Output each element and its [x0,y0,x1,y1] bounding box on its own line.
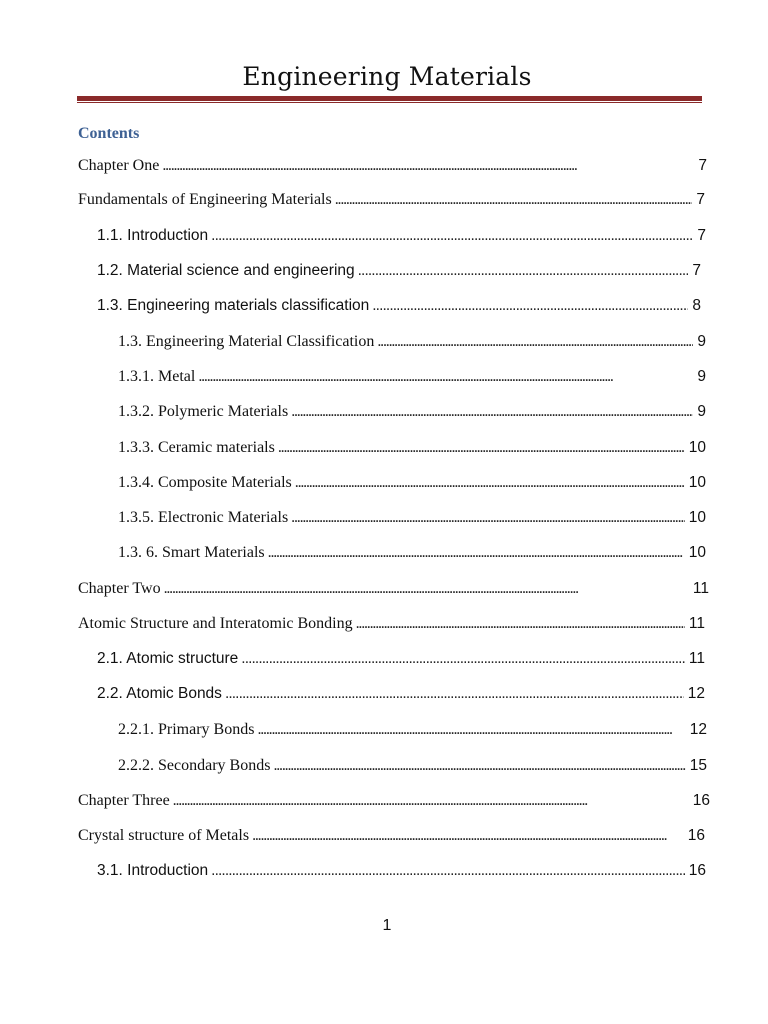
toc-leader-dots [377,330,693,354]
toc-entry-1-3[interactable] [97,294,701,318]
toc-entry-atomic-structure-bonding[interactable] [78,612,705,636]
toc-entry-chapter-three[interactable] [78,789,710,813]
toc-leader-dots [211,224,693,248]
toc-leader-dots [278,436,685,460]
document-title: Engineering Materials [242,62,532,91]
toc-entry-label: Crystal structure of Metals [78,827,250,844]
toc-leader-dots [372,294,688,318]
toc-entry-1-3-1[interactable] [118,365,706,389]
toc-leader-dots [225,682,684,706]
toc-entry-label: 2.2. Atomic Bonds [97,685,222,702]
toc-entry-page: 11 [692,580,709,597]
toc-entry-page: 9 [697,368,706,385]
toc-entry-label: 1.3. 6. Smart Materials [118,544,265,561]
page-number: 1 [382,917,392,934]
toc-entry-label: 1.3.4. Composite Materials [118,474,292,491]
toc-entry-page: 16 [688,862,706,879]
toc-entry-page: 7 [696,191,705,208]
toc-entry-page: 10 [688,509,706,526]
toc-leader-dots [291,506,685,530]
toc-entry-1-3-2[interactable] [118,400,706,424]
toc-leader-dots [257,718,685,742]
toc-entry-page: 7 [692,262,701,279]
toc-leader-dots [295,471,685,495]
toc-entry-page: 11 [688,615,705,632]
toc-entry-page: 10 [688,544,706,561]
toc-entry-page: 7 [697,227,706,244]
toc-leader-dots [273,754,685,778]
toc-entry-page: 8 [692,297,701,314]
toc-entry-page: 10 [688,439,706,456]
toc-entry-label: 1.3.1. Metal [118,368,196,385]
toc-entry-label: Chapter Two [78,580,161,597]
toc-entry-page: 12 [689,721,707,738]
toc-entry-chapter-two[interactable] [78,577,709,601]
toc-entry-3-1[interactable] [97,859,706,883]
toc-entry-page: 12 [687,685,705,702]
toc-entry-label: Fundamentals of Engineering Materials [78,191,332,208]
toc-entry-page: 10 [688,474,706,491]
toc-leader-dots [198,365,693,389]
toc-entry-1-3-4[interactable] [118,471,706,495]
toc-entry-label: 1.3. Engineering materials classification [97,297,370,314]
toc-entry-1-3-3[interactable] [118,436,706,460]
toc-entry-page: 16 [692,792,710,809]
toc-leader-dots [164,577,689,601]
toc-entry-label: 2.2.2. Secondary Bonds [118,757,271,774]
toc-entry-label: Chapter Three [78,792,170,809]
toc-entry-page: 7 [698,157,707,174]
toc-leader-dots [358,259,689,283]
toc-entry-fundamentals[interactable] [78,188,705,212]
toc-entry-label: Chapter One [78,157,160,174]
toc-entry-label: 1.3.2. Polymeric Materials [118,403,289,420]
toc-entry-1-1[interactable] [97,224,706,248]
toc-entry-2-2[interactable] [97,682,705,706]
toc-leader-dots [252,824,684,848]
toc-entry-2-1[interactable] [97,647,705,671]
toc-leader-dots [173,789,689,813]
toc-entry-label: 2.2.1. Primary Bonds [118,721,255,738]
toc-entry-2-2-2[interactable] [118,754,707,778]
toc-entry-1-2[interactable] [97,259,701,283]
toc-entry-page: 9 [697,403,706,420]
toc-leader-dots [356,612,685,636]
toc-entry-crystal-structure[interactable] [78,824,705,848]
toc-leader-dots [268,541,685,565]
toc-entry-page: 15 [689,757,707,774]
toc-entry-1-3-6[interactable] [118,541,706,565]
toc-entry-label: 1.2. Material science and engineering [97,262,355,279]
toc-leader-dots [162,154,694,178]
toc-entry-label: 1.3.3. Ceramic materials [118,439,275,456]
toc-leader-dots [241,647,685,671]
toc-entry-page: 16 [687,827,705,844]
toc-entry-1-3-classification[interactable] [118,330,706,354]
toc-entry-label: 1.3.5. Electronic Materials [118,509,289,526]
toc-entry-label: 1.3. Engineering Material Classification [118,333,375,350]
contents-heading: Contents [78,125,140,142]
toc-leader-dots [291,400,693,424]
toc-entry-chapter-one[interactable] [78,154,707,178]
toc-entry-2-2-1[interactable] [118,718,707,742]
toc-leader-dots [211,859,685,883]
toc-entry-page: 9 [697,333,706,350]
toc-entry-label: 1.1. Introduction [97,227,209,244]
toc-entry-label: 2.1. Atomic structure [97,650,239,667]
toc-leader-dots [335,188,693,212]
toc-entry-page: 11 [688,650,705,667]
toc-entry-1-3-5[interactable] [118,506,706,530]
toc-entry-label: 3.1. Introduction [97,862,209,879]
toc-entry-label: Atomic Structure and Interatomic Bonding [78,615,353,632]
